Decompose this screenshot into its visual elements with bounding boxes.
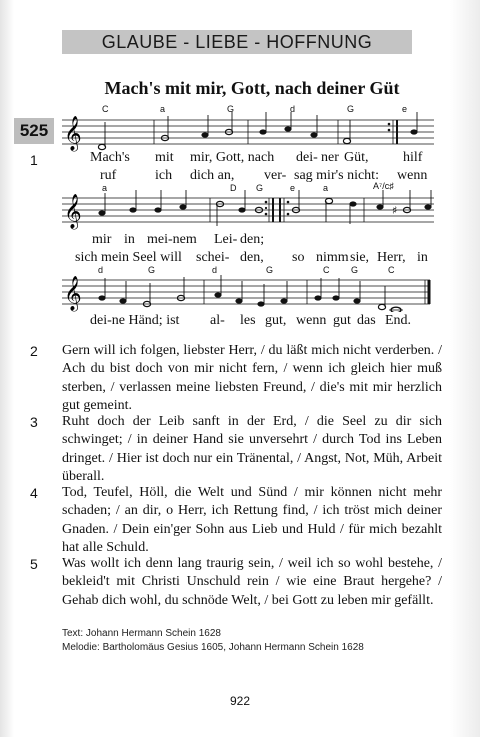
- lyric-word: Lei-: [214, 232, 238, 247]
- chord: G: [256, 183, 264, 193]
- lyric-word: al-: [210, 313, 225, 328]
- chord: a: [160, 104, 166, 114]
- lyric-word: wenn: [296, 313, 327, 328]
- chord: C: [323, 265, 330, 275]
- music-staff-1: [62, 112, 434, 152]
- lyric-word: den,: [240, 250, 264, 265]
- verse-text: Ruht doch der Leib sanft in der Erd, / die Seel zu dir sich schwinget; / in deiner Hand sie unversehrt / durch Tod ins Leben dringet. / Hier ist doch nur ein Tränental, / Angst, Not, Müh, Arbeit überall.: [62, 414, 442, 484]
- page-edge-left: [0, 0, 14, 737]
- verse-5: [30, 555, 442, 610]
- chord: e: [402, 104, 408, 114]
- chord: A⁷/c♯: [373, 181, 394, 191]
- chord: a: [323, 183, 329, 193]
- lyric-word: ver-: [264, 168, 287, 183]
- chord: G: [347, 104, 355, 114]
- lyric-word: mit: [155, 150, 174, 165]
- lyric-word: Mach's: [90, 150, 130, 165]
- lyric-word: den;: [240, 232, 265, 247]
- chord: G: [227, 104, 235, 114]
- sharp-icon: ♯: [392, 204, 398, 217]
- verse-1-number: 1: [30, 152, 38, 168]
- chord: d: [290, 104, 296, 114]
- lyric-word: Herr,: [377, 250, 406, 265]
- lyric-word: gut: [333, 313, 351, 328]
- verse-3: [30, 413, 442, 486]
- lyric-word: ruf: [100, 168, 117, 183]
- lyric-word: sag mir's nicht:: [294, 168, 379, 183]
- lyric-word: ich: [155, 168, 173, 183]
- lyric-word: End.: [385, 313, 412, 328]
- lyric-word: sie,: [350, 250, 370, 265]
- lyric-word: nimm: [316, 250, 349, 265]
- chord: e: [290, 183, 296, 193]
- song-number-badge: 525: [14, 118, 54, 144]
- lyric-word: mei-nem: [147, 232, 197, 247]
- chord: G: [148, 265, 156, 275]
- lyric-word: mir, Gott, nach: [190, 150, 275, 165]
- lyric-word: Güt,: [344, 150, 369, 165]
- lyric-word: les: [240, 313, 256, 328]
- lyric-word: gut,: [265, 313, 287, 328]
- lyric-word: dich an,: [190, 168, 235, 183]
- lyric-word: schei-: [196, 250, 230, 265]
- verse-number: 4: [30, 485, 38, 501]
- verse-number: 3: [30, 414, 38, 430]
- lyric-word: wenn: [397, 168, 428, 183]
- treble-clef-icon: 𝄞: [64, 194, 82, 229]
- verse-number: 5: [30, 556, 38, 572]
- lyric-word: mir: [92, 232, 112, 247]
- chord: d: [98, 265, 104, 275]
- lyric-word: ner: [321, 150, 339, 165]
- page-number: 922: [229, 694, 251, 708]
- verse-text: Gern will ich folgen, liebster Herr, / du läßt mich nicht verderben. / Ach du bist doch von mir nicht fern, / wenn ich gleich hier muß sterben, / verlassen meine liebsten Freund, / die's mit mir herzlich gut gemeint.: [62, 343, 442, 413]
- lyric-word: in: [124, 232, 135, 247]
- lyric-word: dei-: [296, 150, 318, 165]
- treble-clef-icon: 𝄞: [64, 116, 82, 151]
- lyric-word: in: [417, 250, 428, 265]
- chord: G: [351, 265, 359, 275]
- lyric-word: das: [357, 313, 376, 328]
- verse-number: 2: [30, 343, 38, 359]
- chord: a: [102, 183, 108, 193]
- music-staff-3: [62, 272, 434, 312]
- chord: C: [388, 265, 395, 275]
- lyric-word: dei-ne Händ; ist: [90, 313, 180, 328]
- verse-4: [30, 484, 442, 557]
- section-banner: GLAUBE - LIEBE - HOFFNUNG: [101, 32, 373, 52]
- lyric-word: so: [292, 250, 305, 265]
- verse-text: Tod, Teufel, Höll, die Welt und Sünd / mir können nicht mehr schaden; / an dir, o Herr, ich Rettung find, / ich tröst mich deiner Gnaden. / Dein ein'ger Sohn aus Lieb und Huld / für mich bezahlt hat alle Schuld.: [62, 485, 442, 555]
- music-staff-2: [62, 190, 434, 230]
- treble-clef-icon: 𝄞: [64, 276, 82, 311]
- text-credit: Text: Johann Hermann Schein 1628: [62, 628, 221, 639]
- song-title: Mach's mit mir, Gott, nach deiner Güt: [104, 78, 400, 98]
- page-edge-right: [450, 0, 480, 737]
- chord: G: [266, 265, 274, 275]
- chord: d: [212, 265, 218, 275]
- chord: C: [102, 104, 109, 114]
- lyric-word: hilf: [403, 150, 423, 165]
- lyric-word: sich mein Seel will: [75, 250, 182, 265]
- verse-text: Was wollt ich denn lang traurig sein, / weil ich so wohl bestehe, / bekleid't mit Christi Unschuld rein / wie eine Braut hergehe? / Gehab dich wohl, du schnöde Welt, / bei Gott zu leben mir gefällt.: [62, 556, 442, 608]
- verse-2: [30, 342, 442, 415]
- melody-credit: Melodie: Bartholomäus Gesius 1605, Johann Hermann Schein 1628: [62, 642, 364, 653]
- chord: D: [230, 183, 237, 193]
